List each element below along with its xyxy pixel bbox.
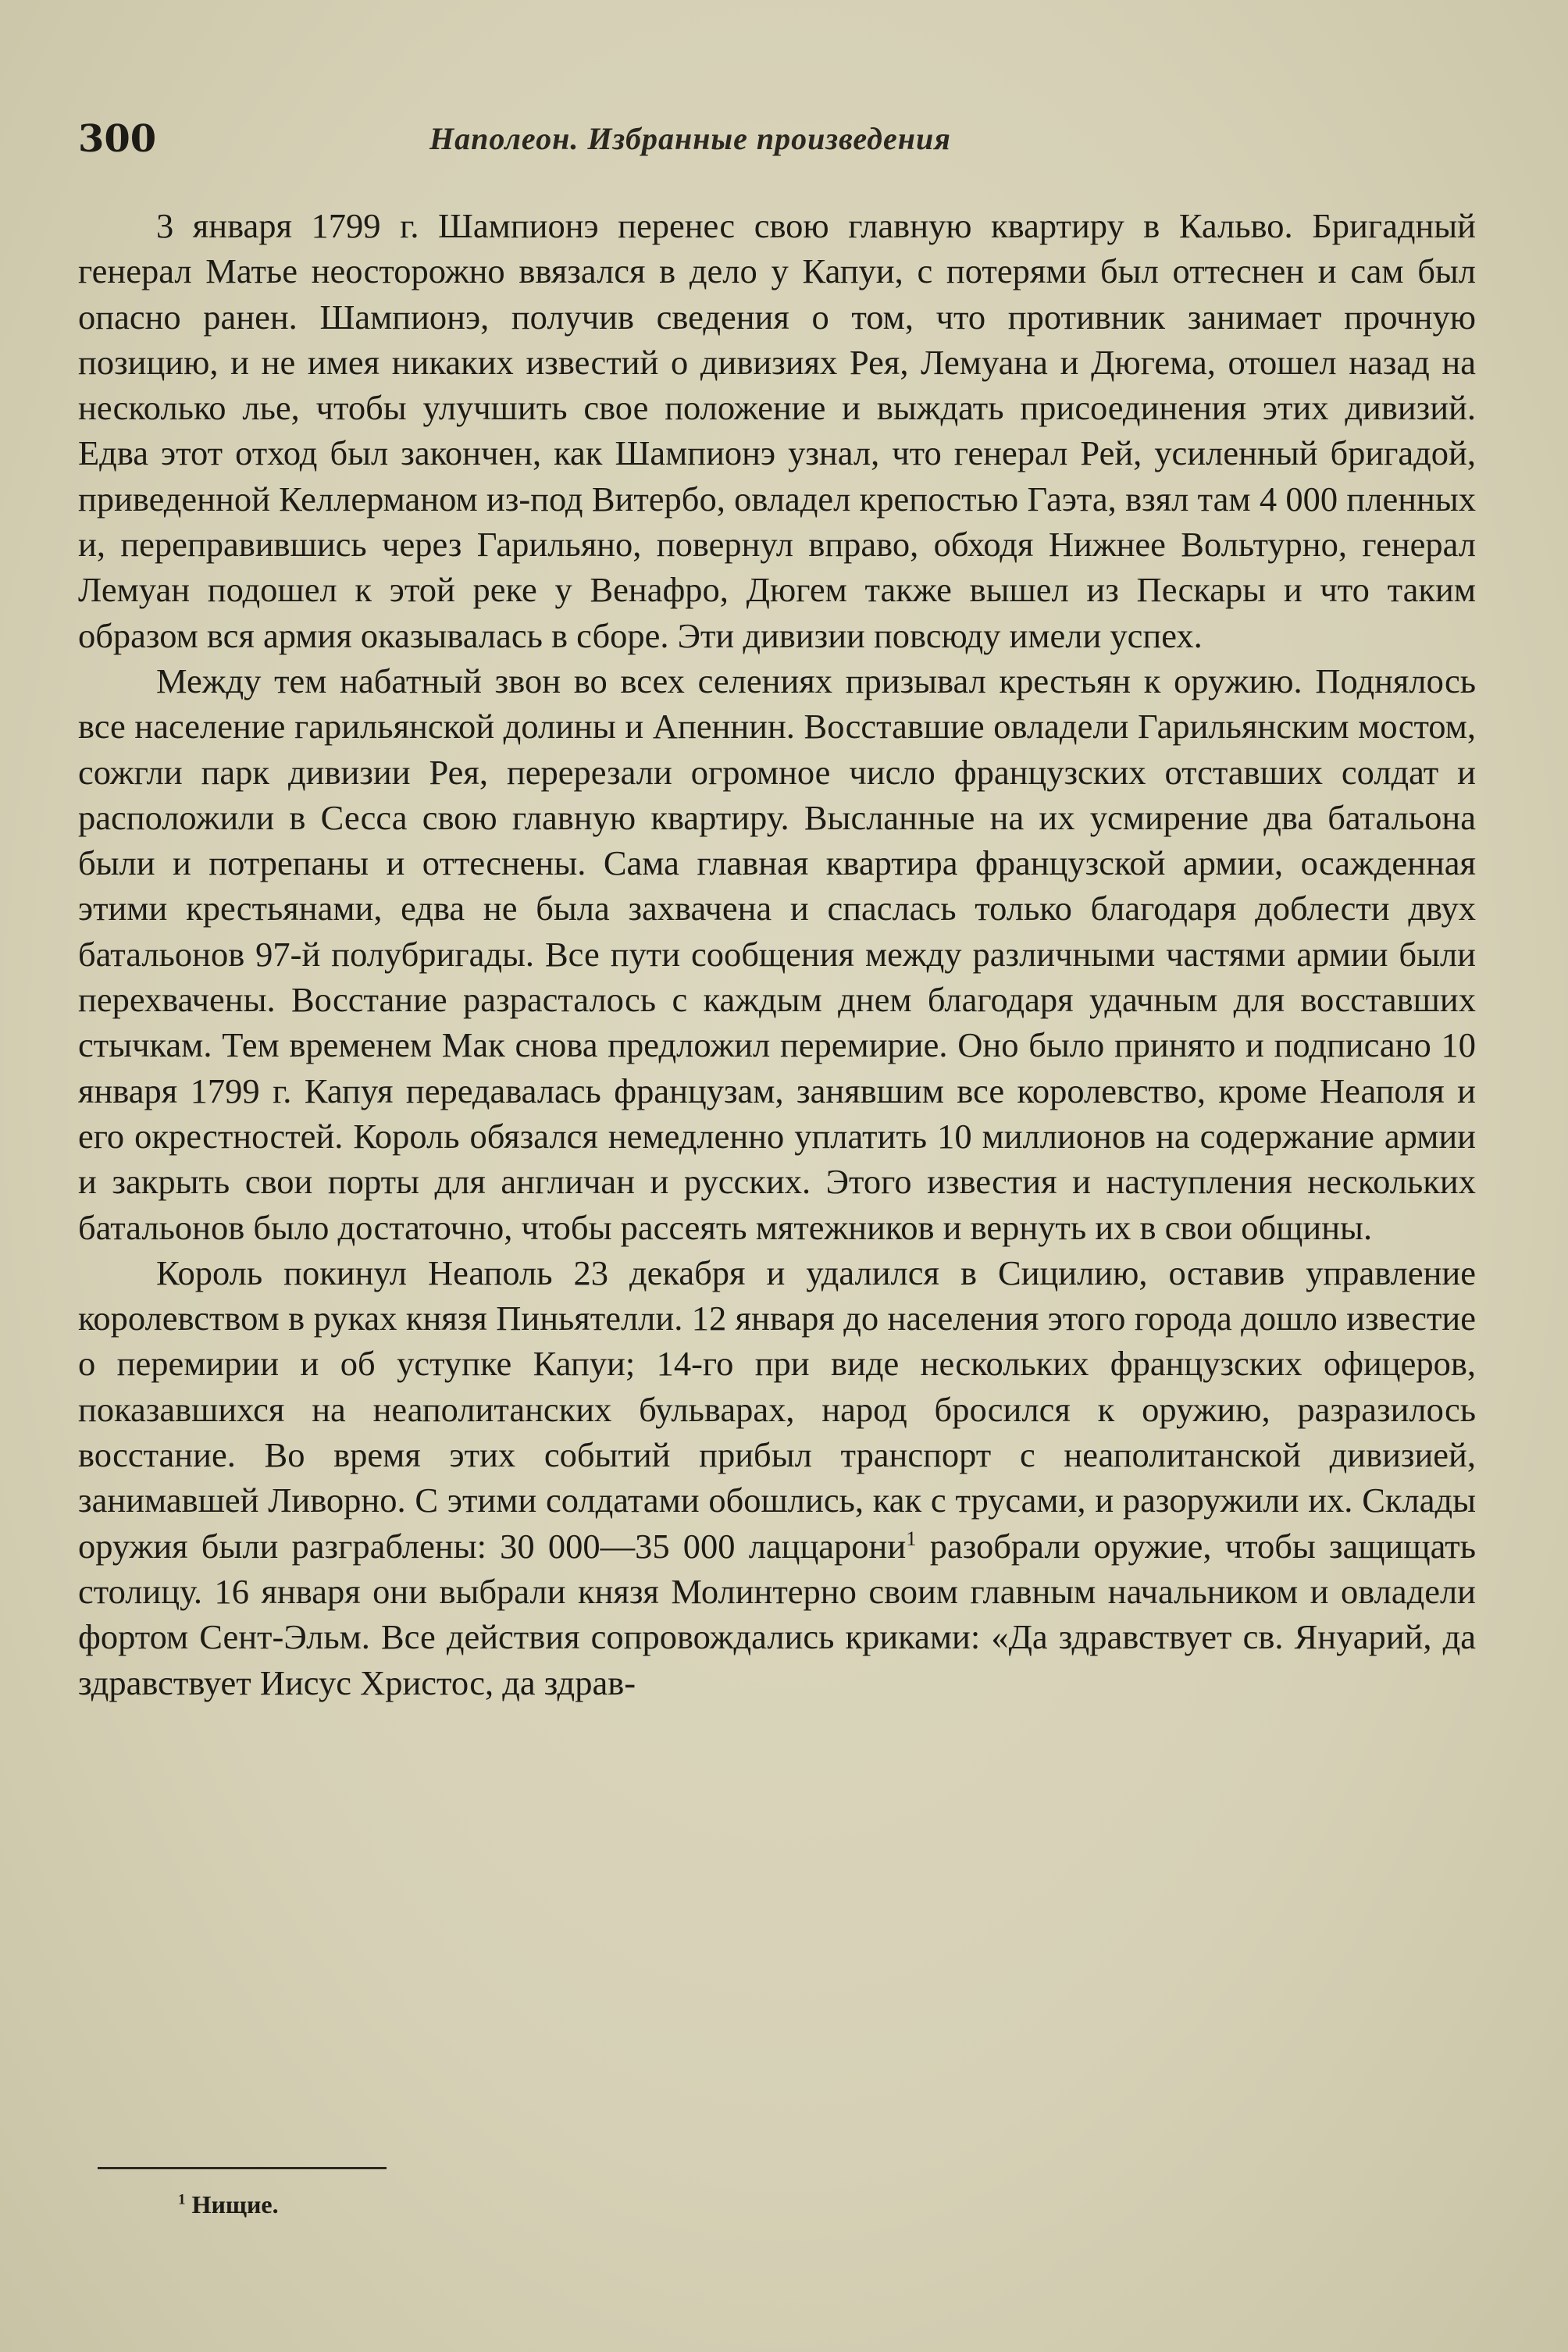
body-text [78,203,1476,1705]
paragraph-3-text: Король покинул Неаполь 23 декабря и удалился в Сицилию, оставив управление королевством в руках князя Пиньятелли. 12 января до населения этого города дошло известие о перемирии и об уступке Капуи; 14-го при виде нескольких французских офицеров, показавшихся на неаполитанских бульварах, народ бросился к оружию, разразилось восстание. Во время этих событий прибыл транспорт с неаполитанской дивизией, занимавшей Ливорно. С этими солдатами обошлись, как с трусами, и разоружили их. Склады оружия были разграблены: 30 000—35 000 лаццарони [78,1253,1476,1566]
paragraph-1: 3 января 1799 г. Шампионэ перенес свою главную квартиру в Кальво. Бригадный генерал Матье неосторожно ввязался в дело у Капуи, с потерями был оттеснен и сам был опасно ранен. Шампионэ, получив сведения о том, что противник занимает прочную позицию, и не имея никаких известий о дивизиях Рея, Лемуана и Дюгема, отошел назад на несколько лье, чтобы улучшить свое положение и выждать присоединения этих дивизий. Едва этот отход был закончен, как Шампионэ узнал, что генерал Рей, усиленный бригадой, приведенной Келлерманом из-под Витербо, овладел крепостью Гаэта, взял там 4 000 пленных и, переправившись через Гарильяно, повернул вправо, обходя Нижнее Вольтурно, генерал Лемуан подошел к этой реке у Венафро, Дюгем также вышел из Пескары и что таким образом вся армия оказывалась в сборе. Эти дивизии повсюду имели успех. [78,206,1476,655]
paragraph-3-continuation: разобрали оружие, чтобы защищать столицу. 16 января они выбрали князя Молинтерно своим главным начальником и овладели фортом Сент-Эльм. Все действия сопровождались криками: «Да здравствует св. Януарий, да здравствует Иисус Христос, да здрав- [78,1526,1476,1702]
running-title: Наполеон. Избранные произведения [429,121,951,156]
footnote [178,2190,279,2219]
footnote-mark: 1 [178,2191,186,2208]
page-header [78,117,1484,180]
footnote-text: Нищие. [185,2190,279,2218]
paragraph-2: Между тем набатный звон во всех селениях призывал крестьян к оружию. Поднялось все население гарильянской долины и Апеннин. Восставшие овладели Гарильянским мостом, сожгли парк дивизии Рея, перерезали огромное число французских отставших солдат и расположили в Сесса свою главную квартиру. Высланные на их усмирение два батальона были и потрепаны и оттеснены. Сама главная квартира французской армии, осажденная этими крестьянами, едва не была захвачена и спаслась только благодаря доблести двух батальонов 97-й полубригады. Все пути сообщения между различными частями армии были перехвачены. Восстание разрасталось с каждым днем благодаря удачным для восставших стычкам. Тем временем Мак снова предложил перемирие. Оно было принято и подписано 10 января 1799 г. Капуя передавалась французам, занявшим все королевство, кроме Неаполя и его окрестностей. Король обязался немедленно уплатить 10 миллионов на содержание армии и закрыть свои порты для англичан и русских. Этого известия и наступления нескольких батальонов было достаточно, чтобы рассеять мятежников и вернуть их в свои общины. [78,661,1476,1247]
footnote-divider [98,2167,387,2169]
page-number: 300 [78,117,157,161]
paragraph-3 [78,1250,1476,1705]
footnote-reference: 1 [906,1526,917,1550]
